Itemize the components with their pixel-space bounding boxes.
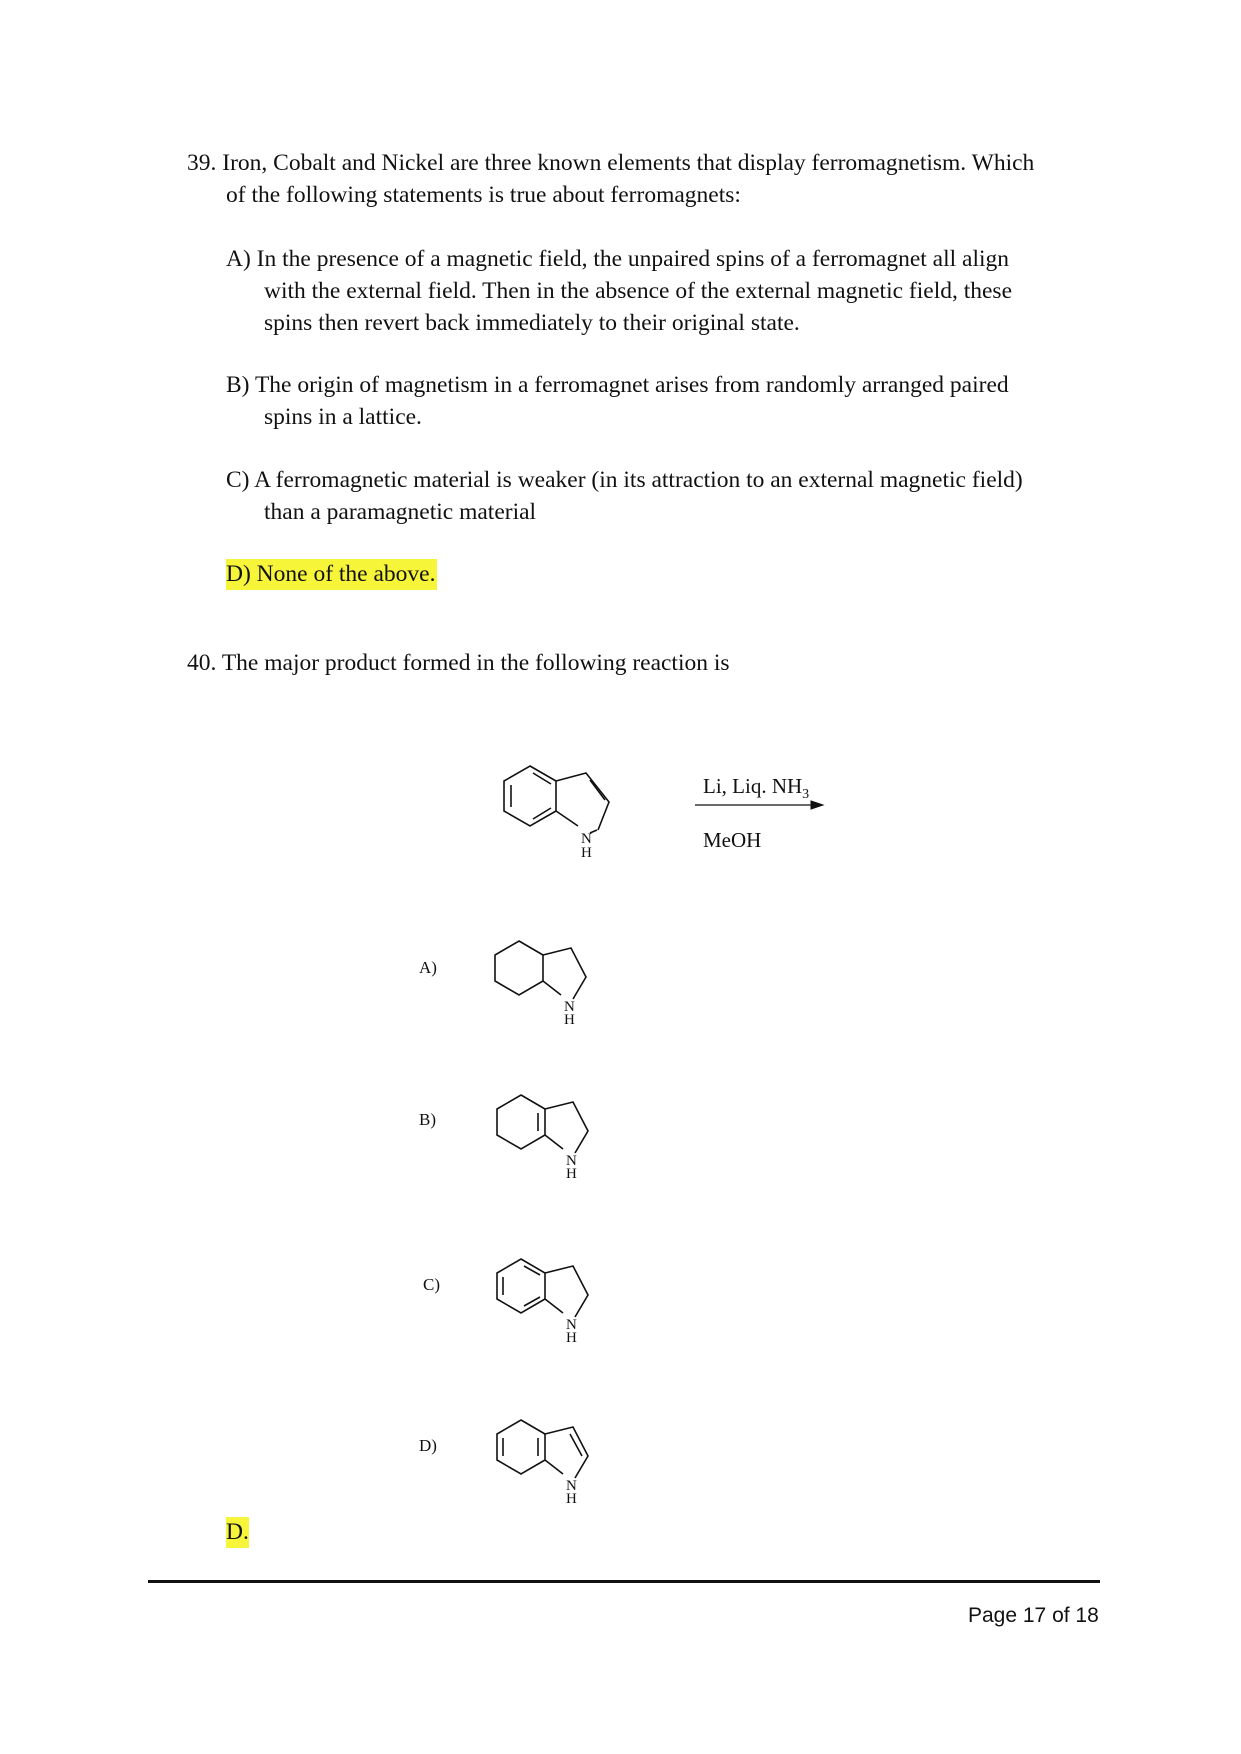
q39-option-c-line2: than a paramagnetic material xyxy=(264,499,537,525)
option-d-h-label: H xyxy=(566,1491,577,1507)
q39-option-b-line1: B) The origin of magnetism in a ferromagnet arises from randomly arranged paired xyxy=(226,372,1009,398)
option-c-n-label: N xyxy=(566,1317,577,1333)
q40-stem: 40. The major product formed in the following reaction is xyxy=(187,650,730,676)
option-b-h-label: H xyxy=(566,1166,577,1182)
option-b-label: B) xyxy=(419,1110,436,1129)
q39-option-a-line1: A) In the presence of a magnetic field, the unpaired spins of a ferromagnet all align xyxy=(226,246,1010,272)
option-b-n-label: N xyxy=(566,1153,577,1169)
footer-divider xyxy=(148,1580,1100,1583)
q40-answer-highlighted: D. xyxy=(226,1517,249,1548)
q39-option-a-line2: with the external field. Then in the absence of the external magnetic field, these xyxy=(264,278,1013,304)
q39-stem-line2: of the following statements is true about ferromagnets: xyxy=(226,182,741,208)
option-d-structure xyxy=(482,1414,602,1514)
reagent-bottom: MeOH xyxy=(703,828,762,852)
reactant-indole-structure xyxy=(485,760,635,870)
option-c-h-label: H xyxy=(566,1330,577,1346)
reagent-top: Li, Liq. $NH_3$ xyxy=(703,774,810,803)
q39-option-d-highlighted: D) None of the above. xyxy=(226,559,437,590)
option-d-n-label: N xyxy=(566,1478,577,1494)
option-a-n-label: N xyxy=(564,999,575,1015)
option-a-structure xyxy=(480,935,600,1035)
q39-option-b-line2: spins in a lattice. xyxy=(264,404,422,430)
option-c-label: C) xyxy=(423,1275,440,1294)
option-d-label: D) xyxy=(419,1436,437,1455)
reactant-h-label: H xyxy=(581,845,592,861)
reaction-arrow xyxy=(695,799,825,811)
option-b-structure xyxy=(482,1089,602,1189)
q39-option-c-line1: C) A ferromagnetic material is weaker (in its attraction to an external magnetic field) xyxy=(226,467,1023,493)
page-number: Page 17 of 18 xyxy=(968,1604,1099,1627)
option-a-label: A) xyxy=(419,958,437,977)
option-c-structure xyxy=(482,1253,602,1353)
reactant-n-label: N xyxy=(581,831,592,847)
q39-option-a-line3: spins then revert back immediately to their original state. xyxy=(264,310,800,336)
option-a-h-label: H xyxy=(564,1012,575,1028)
q39-stem-line1: 39. Iron, Cobalt and Nickel are three known elements that display ferromagnetism. Which xyxy=(187,150,1035,176)
